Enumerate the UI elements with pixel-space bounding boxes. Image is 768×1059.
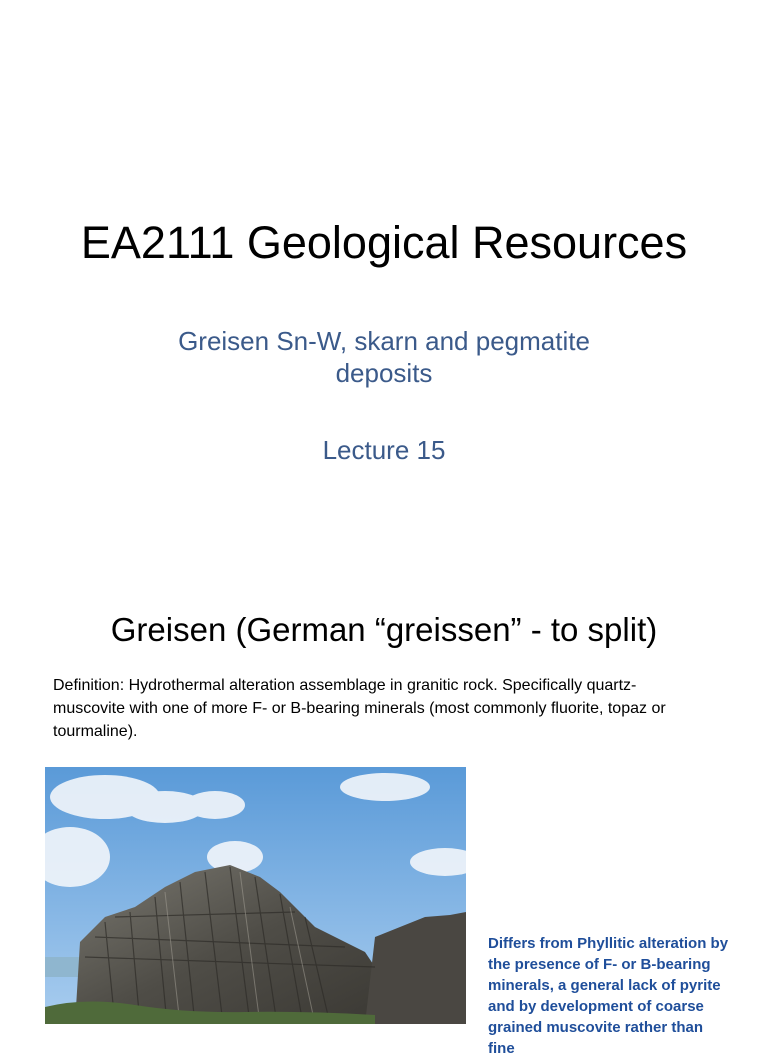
lecture-title: EA2111 Geological Resources: [80, 217, 688, 268]
greisen-outcrop-photo: [45, 767, 466, 1024]
slide-heading: Greisen (German “greissen” - to split): [110, 611, 658, 648]
slide-greisen: [0, 576, 768, 1057]
side-note-text: Differs from Phyllitic alteration by the presence of F- or B-bearing minerals, a general lack of pyrite and by development of coarse grained muscovite rather than fine: [488, 935, 729, 1057]
lecture-subtitle: Greisen Sn-W, skarn and pegmatite deposits: [178, 326, 590, 388]
definition-text: Definition: Hydrothermal alteration assemblage in granitic rock. Specifically quartz-muscovite with one of more F- or B-bearing minerals (most commonly fluorite, topaz or tourmaline).: [53, 677, 666, 740]
lecture-number: Lecture 15: [322, 435, 446, 465]
